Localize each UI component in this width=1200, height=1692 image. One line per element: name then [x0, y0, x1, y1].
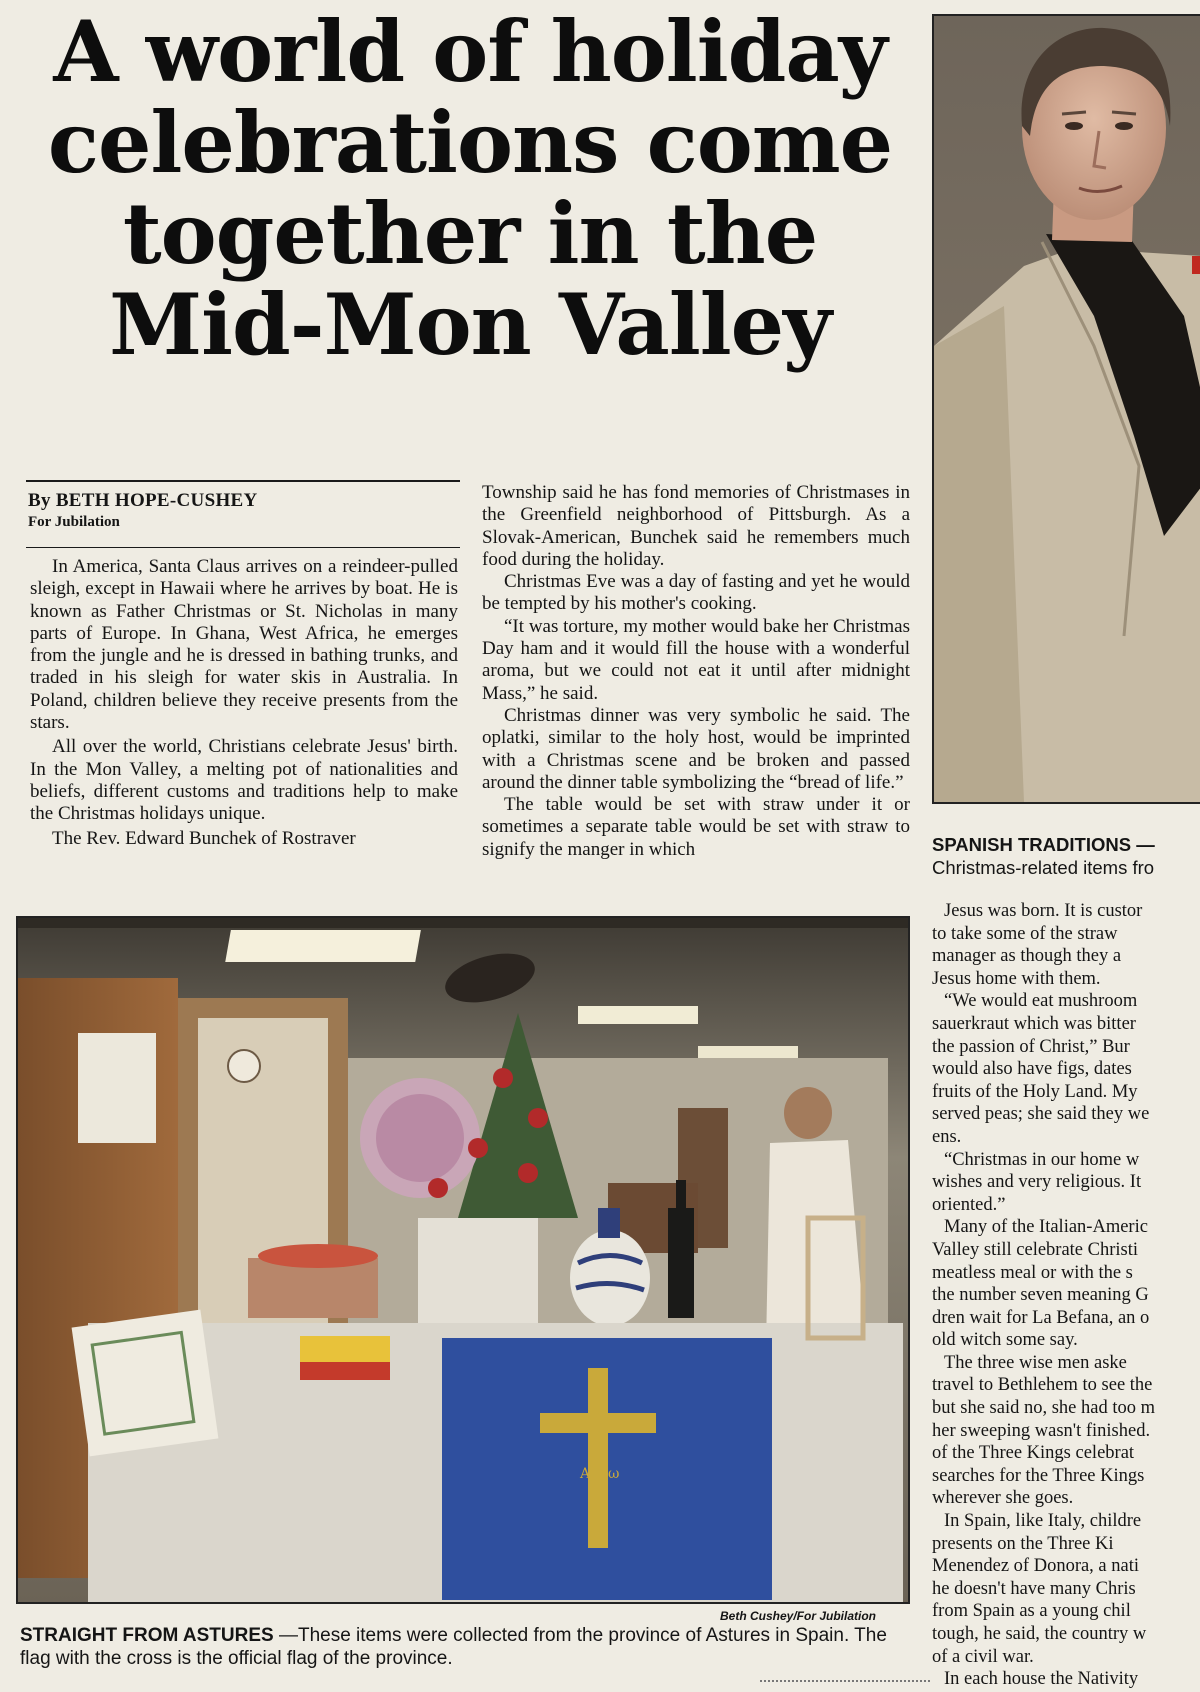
- caption-text: —These items were collected from the province of Astures in Spain. The flag with the cross is the official flag of the province.: [20, 1625, 887, 1669]
- byline: [28, 490, 458, 531]
- paragraph: In America, Santa Claus arrives on a reindeer-pulled sleigh, except in Hawaii where he arrives by boat. He is known as Father Christmas or St. Nicholas in many parts of Europe. In Ghana, West Africa, he emerges from the jungle and he is dressed in bathing trunks, and traded in his sleigh for water skis in Australia. In Poland, children believe they receive presents from the stars.: [30, 556, 458, 734]
- column3-line: meatless meal or with the s: [932, 1262, 1133, 1283]
- column3-line: old witch some say.: [932, 1330, 1078, 1351]
- portrait-illustration: [934, 16, 1200, 802]
- column3-line: presents on the Three Ki: [932, 1533, 1114, 1554]
- column3-line: of the Three Kings celebrat: [932, 1443, 1135, 1464]
- column3-line: Jesus home with them.: [932, 968, 1101, 989]
- headline-rule-left: [26, 480, 460, 482]
- portrait-photo: [932, 14, 1200, 804]
- column3-line: tough, he said, the country w: [932, 1624, 1147, 1644]
- paragraph: Christmas Eve was a day of fasting and yet he would be tempted by his mother's cooking.: [482, 571, 910, 615]
- column3-line: dren wait for La Befana, an o: [932, 1307, 1150, 1328]
- column3-line: “Christmas in our home w: [944, 1149, 1140, 1170]
- column3-line: wishes and very religious. It: [932, 1172, 1142, 1193]
- column3-line: the passion of Christ,” Bur: [932, 1036, 1130, 1057]
- column3-line: he doesn't have many Chris: [932, 1578, 1136, 1599]
- column3-line: to take some of the straw: [932, 923, 1118, 944]
- bottom-dotted-rule: [760, 1680, 930, 1682]
- column3-line: Many of the Italian-Americ: [944, 1217, 1148, 1238]
- column3-line: manager as though they a: [932, 946, 1122, 967]
- column3-line: sauerkraut which was bitter: [932, 1013, 1136, 1034]
- article-column-2: [482, 482, 910, 861]
- column3-line: In Spain, like Italy, childre: [944, 1511, 1142, 1532]
- column3-line: searches for the Three Kings: [932, 1465, 1145, 1486]
- byline-author: By BETH HOPE-CUSHEY: [28, 490, 258, 511]
- main-photo: [16, 916, 910, 1604]
- portrait-caption-lead: SPANISH TRADITIONS —: [932, 834, 1155, 855]
- column3-line: from Spain as a young chil: [932, 1601, 1131, 1622]
- article-column-3: [932, 900, 1200, 1690]
- portrait-caption-text: Christmas-related items fro: [932, 857, 1155, 878]
- column3-line: The three wise men aske: [944, 1352, 1127, 1373]
- display-table-illustration: [18, 918, 908, 1602]
- paragraph: The table would be set with straw under it or sometimes a separate table would be set with straw to signify the manger in which: [482, 794, 910, 860]
- byline-affiliation: For Jubilation: [28, 514, 120, 530]
- column3-line: Valley still celebrate Christi: [932, 1239, 1139, 1260]
- column3-line: would also have figs, dates: [932, 1059, 1132, 1080]
- paragraph: Township said he has fond memories of Christmases in the Greenfield neighborhood of Pittsburgh. As a Slovak-American, Bunchek said he remembers much food during the holiday.: [482, 482, 910, 570]
- svg-text:ω: ω: [608, 1466, 620, 1482]
- svg-text:A: A: [580, 1466, 591, 1482]
- column3-line: served peas; she said they we: [932, 1104, 1150, 1125]
- article-column-1: [30, 556, 458, 850]
- column3-line: oriented.”: [932, 1194, 1006, 1215]
- column3-line: In each house the Nativity: [944, 1669, 1139, 1690]
- paragraph: “It was torture, my mother would bake her Christmas Day ham and it would fill the house with a wonderful aroma, but we could not eat it until after midnight Mass,” he said.: [482, 615, 910, 704]
- column3-line: ens.: [932, 1126, 962, 1147]
- column3-line: “We would eat mushroom: [944, 991, 1138, 1012]
- paragraph: The Rev. Edward Bunchek of Rostraver: [52, 827, 356, 849]
- column3-line: travel to Bethlehem to see the: [932, 1375, 1153, 1396]
- column3-line: but she said no, she had too m: [932, 1398, 1156, 1419]
- column3-line: Jesus was born. It is custor: [944, 901, 1143, 921]
- byline-rule: [26, 547, 460, 548]
- column3-line: Menendez of Donora, a nati: [932, 1556, 1140, 1577]
- paragraph: Christmas dinner was very symbolic he said. The oplatki, similar to the holy host, would be imprinted with a Christmas scene and be broken and passed around the dinner table symbolizing the “bread of life.”: [482, 704, 910, 793]
- column3-line: of a civil war.: [932, 1646, 1034, 1667]
- column3-line: fruits of the Holy Land. My: [932, 1081, 1138, 1102]
- portrait-caption: [932, 833, 1200, 879]
- caption-lead: STRAIGHT FROM ASTURES: [20, 1625, 274, 1646]
- paragraph: All over the world, Christians celebrate Jesus' birth. In the Mon Valley, a melting pot of nationalities and beliefs, different customs and traditions help to make the Christmas holidays unique.: [30, 736, 458, 825]
- column3-line: wherever she goes.: [932, 1488, 1074, 1509]
- main-photo-caption: [20, 1624, 910, 1670]
- photo-credit: Beth Cushey/For Jubilation: [720, 1609, 877, 1623]
- column3-line: her sweeping wasn't finished.: [932, 1420, 1151, 1441]
- article-headline: A world of holiday celebrations come together in the Mid-Mon Valley: [47, 2, 893, 374]
- column3-line: the number seven meaning G: [932, 1285, 1149, 1306]
